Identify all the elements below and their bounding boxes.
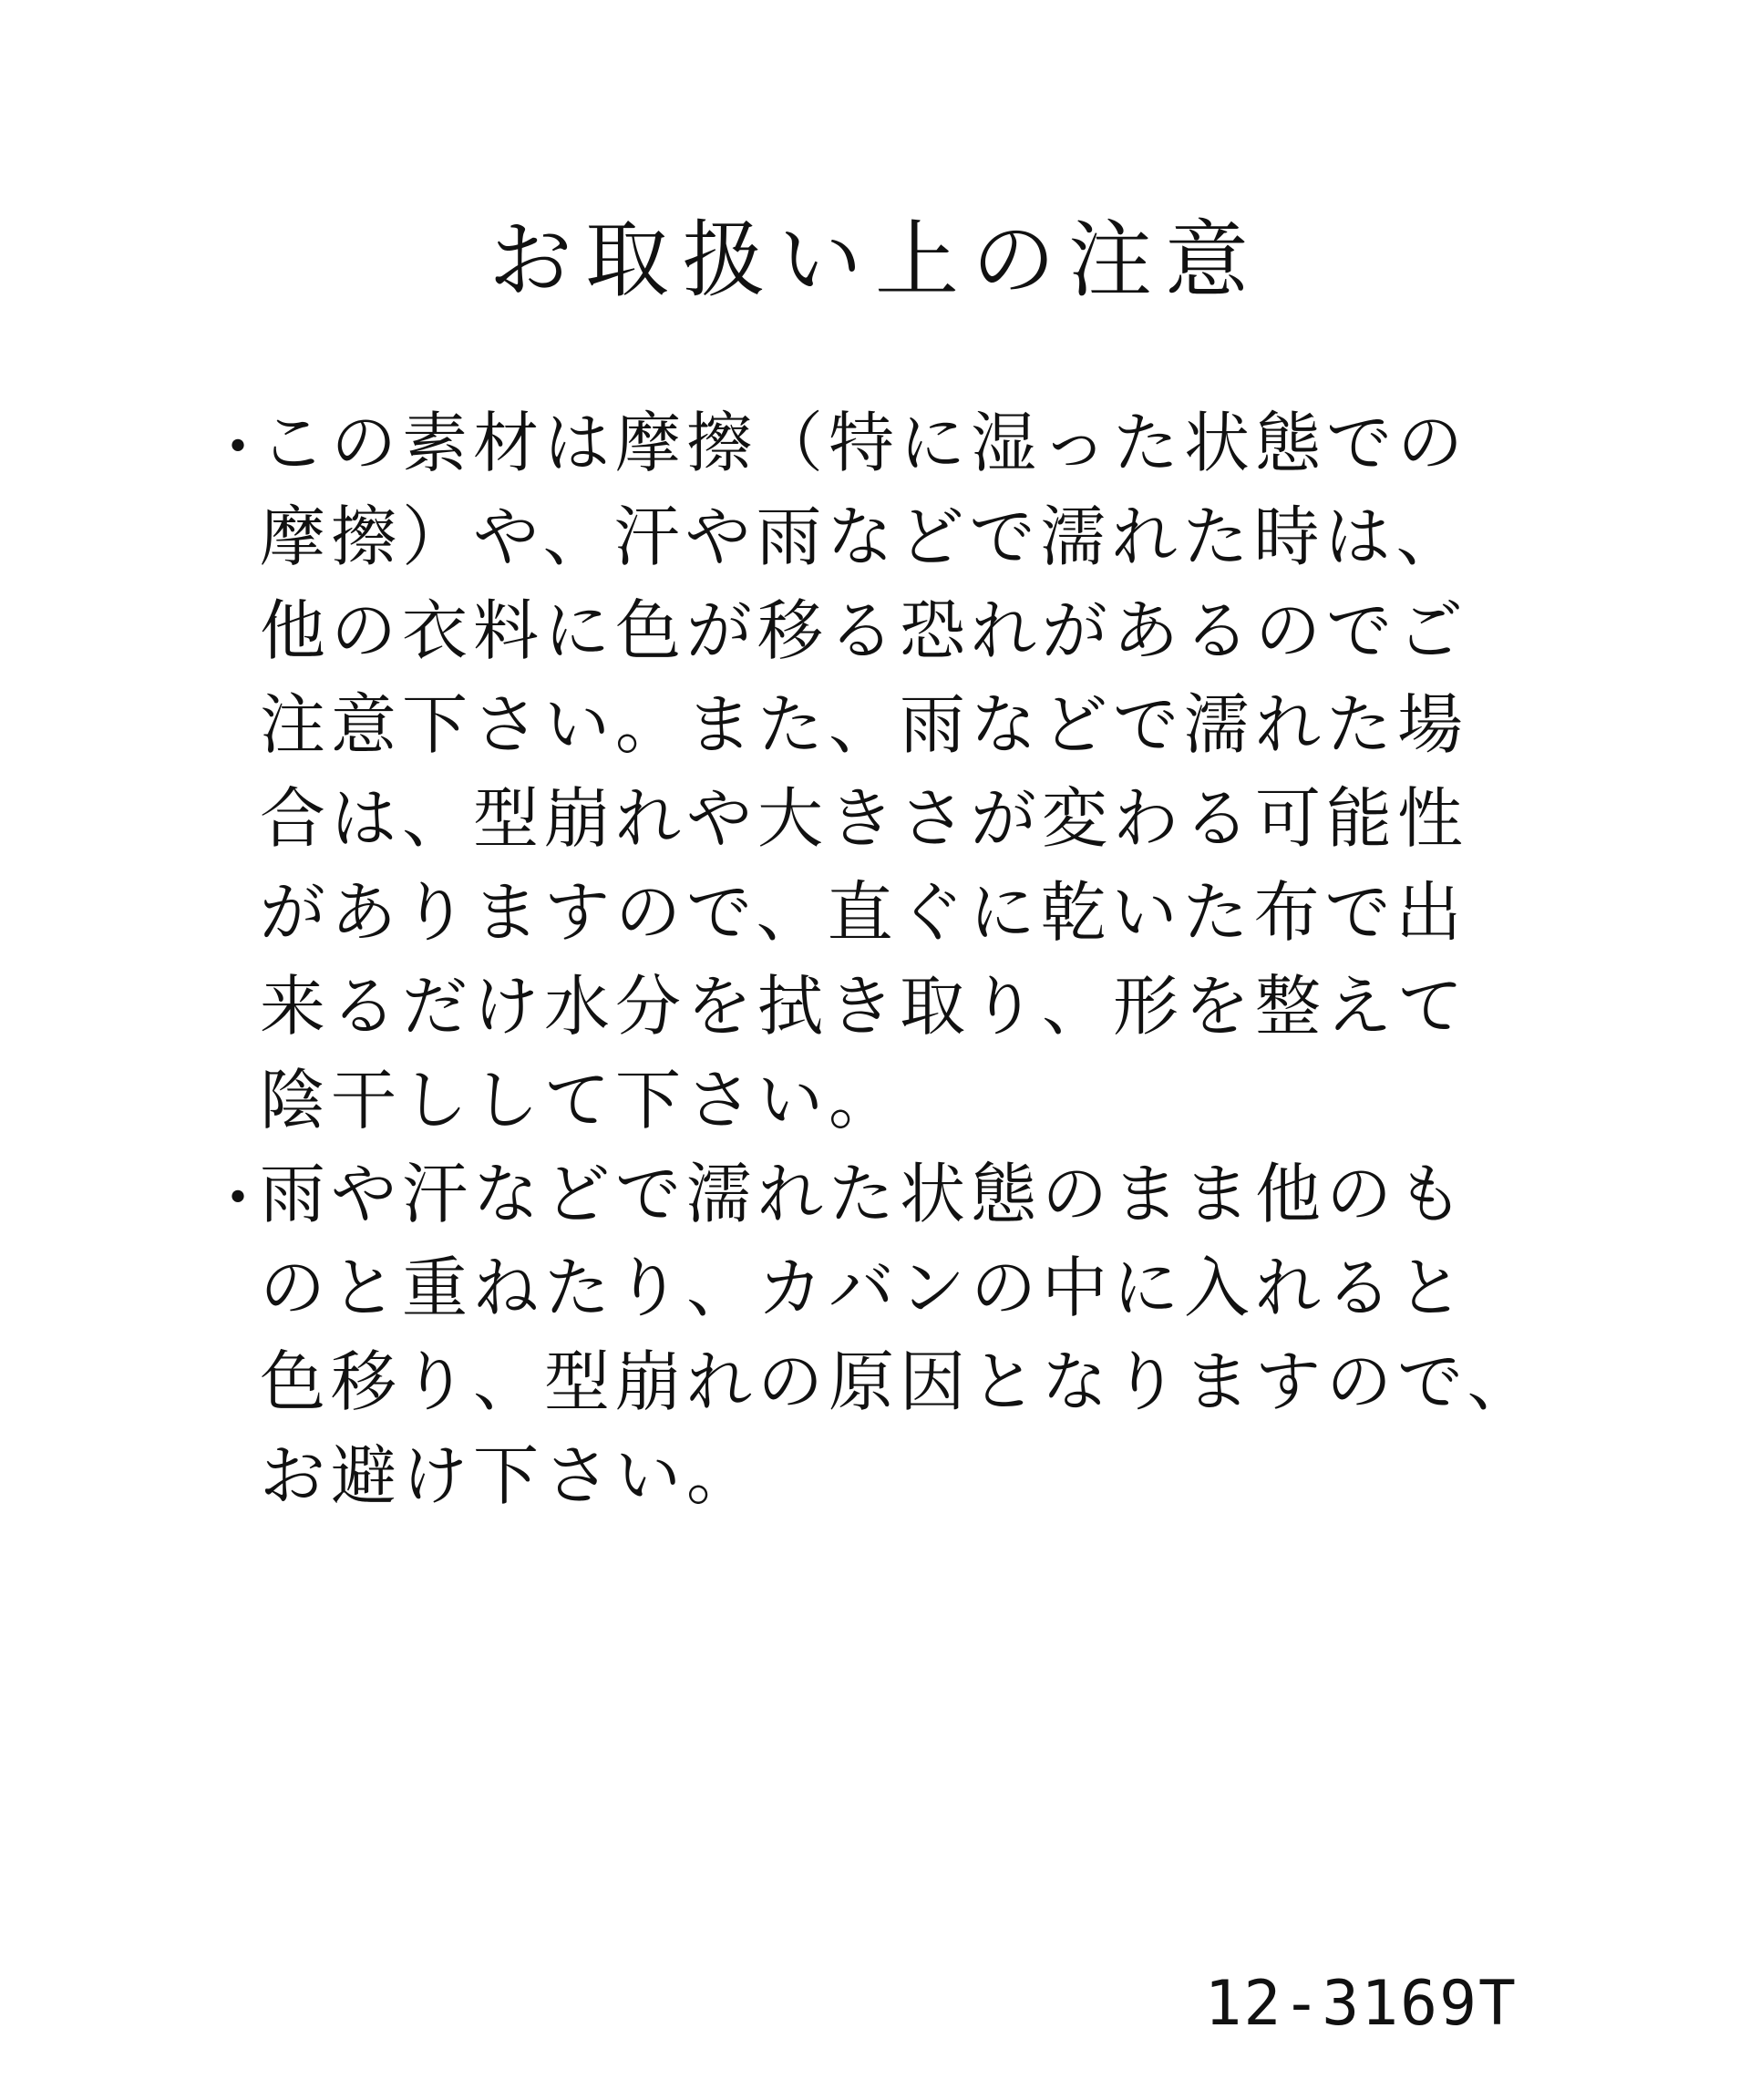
notice-line: 色移り、型崩れの原因となりますので、 [260,1343,1539,1420]
notice-line: 雨や汗などで濡れた状態のまま他のも [260,1156,1469,1232]
product-code: 12-3169T [1204,1968,1518,2040]
bullet-marker: ・ [205,409,272,486]
notice-line: のと重ねたり、カバンの中に入れると [260,1250,1469,1326]
notice-line: 注意下さい。また、雨などで濡れた場 [260,686,1469,763]
notice-line: 合は、型崩れや大きさが変わる可能性 [260,780,1469,857]
page-title: お取扱い上の注意 [488,211,1261,309]
notice-line: 来るだけ水分を拭き取り、形を整えて [260,968,1469,1045]
notice-line: 他の衣料に色が移る恐れがあるのでご [260,592,1469,669]
notice-line: この素材は摩擦（特に湿った状態での [260,405,1469,481]
notice-line: がありますので、直ぐに乾いた布で出 [260,874,1467,951]
notice-line: お避け下さい。 [260,1437,758,1514]
notice-line: 陰干しして下さい。 [260,1062,901,1138]
bullet-marker: ・ [205,1160,272,1237]
notice-line: 摩擦）や、汗や雨などで濡れた時は、 [260,499,1467,575]
